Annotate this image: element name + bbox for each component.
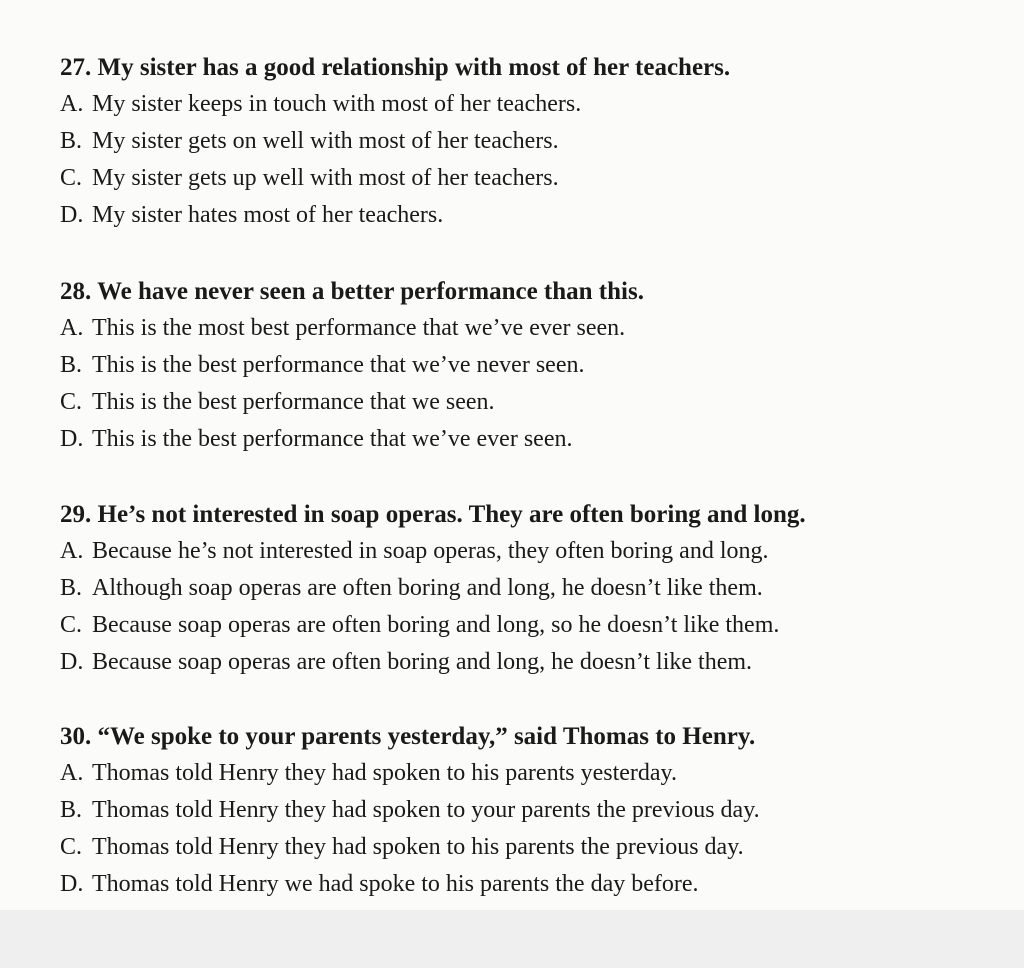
- option-text: My sister hates most of her teachers.: [92, 202, 444, 228]
- question-28: [60, 274, 960, 458]
- option-text: My sister gets on well with most of her teachers.: [92, 128, 559, 154]
- option-letter: C.: [60, 612, 83, 638]
- option-a: [60, 755, 960, 792]
- question-29: [60, 497, 960, 681]
- option-letter: D.: [60, 649, 84, 675]
- option-b: [60, 123, 960, 160]
- option-d: [60, 644, 960, 681]
- option-letter: B.: [60, 575, 83, 601]
- option-c: [60, 829, 960, 866]
- option-b: [60, 347, 960, 384]
- option-text: My sister gets up well with most of her teachers.: [92, 165, 559, 191]
- option-c: [60, 160, 960, 197]
- question-30: [60, 719, 960, 903]
- option-text: Although soap operas are often boring and long, he doesn’t like them.: [92, 575, 763, 601]
- option-text: Thomas told Henry they had spoken to his parents yesterday.: [92, 760, 677, 786]
- question-number: 27.: [60, 54, 92, 81]
- question-number: 30.: [60, 723, 92, 750]
- option-a: [60, 310, 960, 347]
- option-letter: C.: [60, 834, 83, 860]
- option-letter: A.: [60, 538, 84, 564]
- option-letter: D.: [60, 871, 84, 897]
- option-letter: C.: [60, 389, 83, 415]
- option-d: [60, 197, 960, 234]
- option-d: [60, 866, 960, 903]
- option-letter: A.: [60, 91, 84, 117]
- option-text: Because he’s not interested in soap operas, they often boring and long.: [92, 538, 769, 564]
- question-text: “We spoke to your parents yesterday,” said Thomas to Henry.: [97, 723, 756, 750]
- option-letter: A.: [60, 760, 84, 786]
- question-prompt: [60, 719, 960, 755]
- question-text: He’s not interested in soap operas. They are often boring and long.: [97, 501, 806, 528]
- option-text: My sister keeps in touch with most of her teachers.: [92, 91, 582, 117]
- question-number: 28.: [60, 278, 92, 305]
- option-letter: B.: [60, 128, 83, 154]
- option-letter: B.: [60, 797, 83, 823]
- question-prompt: [60, 274, 960, 310]
- option-text: This is the best performance that we seen.: [92, 389, 495, 415]
- question-prompt: [60, 50, 960, 86]
- option-b: [60, 570, 960, 607]
- option-letter: B.: [60, 352, 83, 378]
- option-text: Because soap operas are often boring and long, so he doesn’t like them.: [92, 612, 780, 638]
- option-text: Thomas told Henry we had spoke to his parents the day before.: [92, 871, 699, 897]
- option-text: Thomas told Henry they had spoken to your parents the previous day.: [92, 797, 760, 823]
- option-c: [60, 607, 960, 644]
- question-prompt: [60, 497, 960, 533]
- option-text: This is the most best performance that we’ve ever seen.: [92, 315, 626, 341]
- question-27: [60, 50, 960, 234]
- option-text: This is the best performance that we’ve ever seen.: [92, 426, 573, 452]
- option-a: [60, 533, 960, 570]
- option-d: [60, 421, 960, 458]
- option-text: Thomas told Henry they had spoken to his parents the previous day.: [92, 834, 744, 860]
- option-a: [60, 86, 960, 123]
- option-c: [60, 384, 960, 421]
- question-number: 29.: [60, 501, 92, 528]
- option-letter: C.: [60, 165, 83, 191]
- option-b: [60, 792, 960, 829]
- question-text: We have never seen a better performance than this.: [97, 278, 644, 305]
- option-letter: D.: [60, 202, 84, 228]
- question-text: My sister has a good relationship with most of her teachers.: [97, 54, 731, 81]
- option-text: Because soap operas are often boring and long, he doesn’t like them.: [92, 649, 753, 675]
- option-letter: D.: [60, 426, 84, 452]
- option-letter: A.: [60, 315, 84, 341]
- option-text: This is the best performance that we’ve never seen.: [92, 352, 585, 378]
